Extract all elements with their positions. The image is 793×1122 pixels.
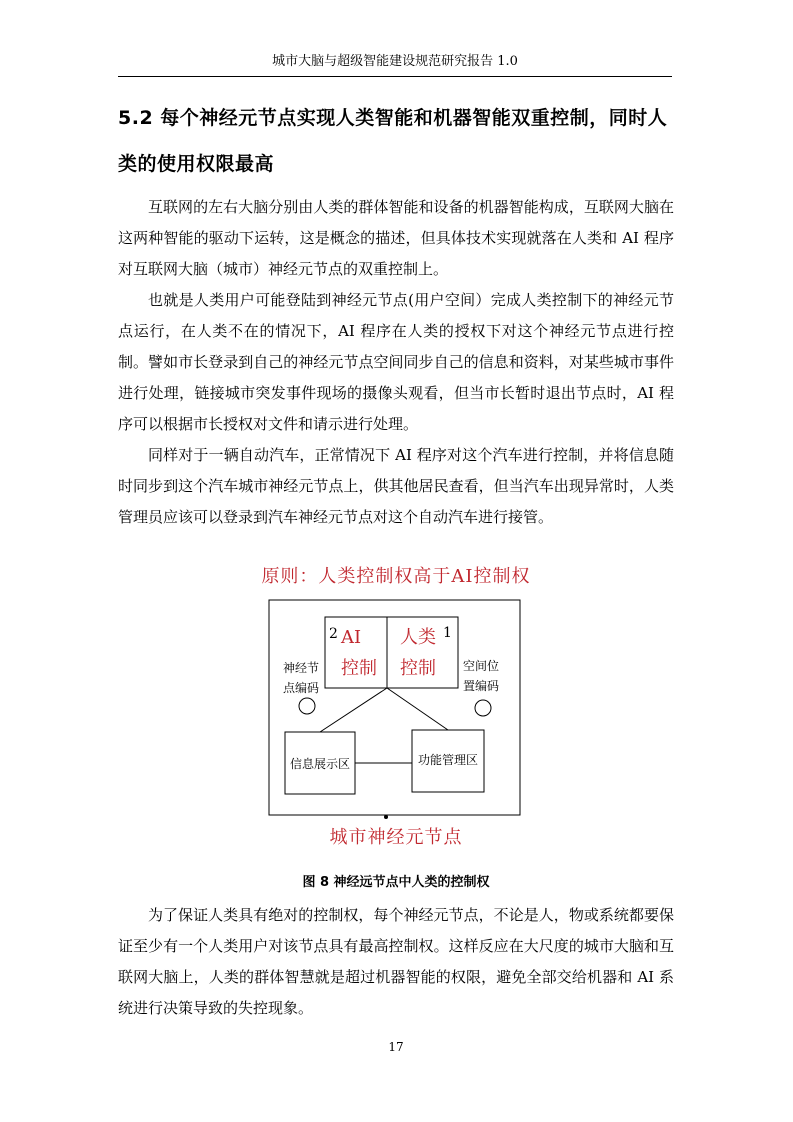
connector-to-function	[387, 688, 448, 730]
human-label-line1: 人类	[400, 627, 436, 648]
figure-caption: 图 8 神经远节点中人类的控制权	[302, 875, 490, 890]
left-code-label-line2: 点编码	[283, 681, 320, 695]
frame-tick-bottom	[384, 815, 388, 819]
human-label-line2: 控制	[400, 658, 436, 679]
function-management-label: 功能管理区	[417, 753, 479, 767]
ai-label-line2: 控制	[341, 658, 377, 679]
connector-to-info	[320, 688, 387, 732]
running-header: 城市大脑与超级智能建设规范研究报告 1.0	[118, 52, 672, 77]
paragraph-1: 互联网的左右大脑分别由人类的群体智能和设备的机器智能构成，互联网大脑在这两种智能的驱动下运转，这是概念的描述，但具体技术实现就落在人类和 AI 程序对互联网大脑（城市）神经元节点的双重控制上。	[118, 198, 674, 278]
page-number: 17	[388, 1040, 404, 1054]
info-display-label: 信息展示区	[289, 757, 351, 771]
figure-heading: 原则：人类控制权高于AI控制权	[261, 566, 531, 587]
section-title: 5.2 每个神经元节点实现人类智能和机器智能双重控制，同时人类的使用权限最高	[118, 107, 668, 175]
right-code-label-line2: 置编码	[463, 679, 500, 693]
left-code-label-line1: 神经节	[283, 661, 320, 675]
right-code-label-line1: 空间位	[463, 659, 500, 673]
right-port-circle	[475, 700, 491, 716]
human-priority-number: 1	[443, 625, 452, 641]
node-label: 城市神经元节点	[329, 827, 463, 848]
paragraph-2: 也就是人类用户可能登陆到神经元节点(用户空间）完成人类控制下的神经元节点运行，在人类不在的情况下，AI 程序在人类的授权下对这个神经元节点进行控制。譬如市长登录到自己的神经元节点空间同步自己的信息和资料，对某些城市事件进行处理，链接城市突发事件现场的摄像头观看，但当市长暂时退出节点时，AI 程序可以根据市长授权对文件和请示进行处理。	[118, 291, 674, 433]
left-port-circle	[299, 698, 315, 714]
ai-label-line1: AI	[341, 627, 362, 648]
paragraph-4: 为了保证人类具有绝对的控制权，每个神经元节点，不论是人，物或系统都要保证至少有一个人类用户对该节点具有最高控制权。这样反应在大尺度的城市大脑和互联网大脑上，人类的群体智慧就是超过机器智能的权限，避免全部交给机器和 AI 系统进行决策导致的失控现象。	[118, 906, 674, 1017]
ai-priority-number: 2	[329, 626, 338, 642]
paragraph-3: 同样对于一辆自动汽车，正常情况下 AI 程序对这个汽车进行控制，并将信息随时同步到这个汽车城市神经元节点上，供其他居民查看，但当汽车出现异常时，人类管理员应该可以登录到汽车神经元节点对这个自动汽车进行接管。	[118, 446, 674, 526]
